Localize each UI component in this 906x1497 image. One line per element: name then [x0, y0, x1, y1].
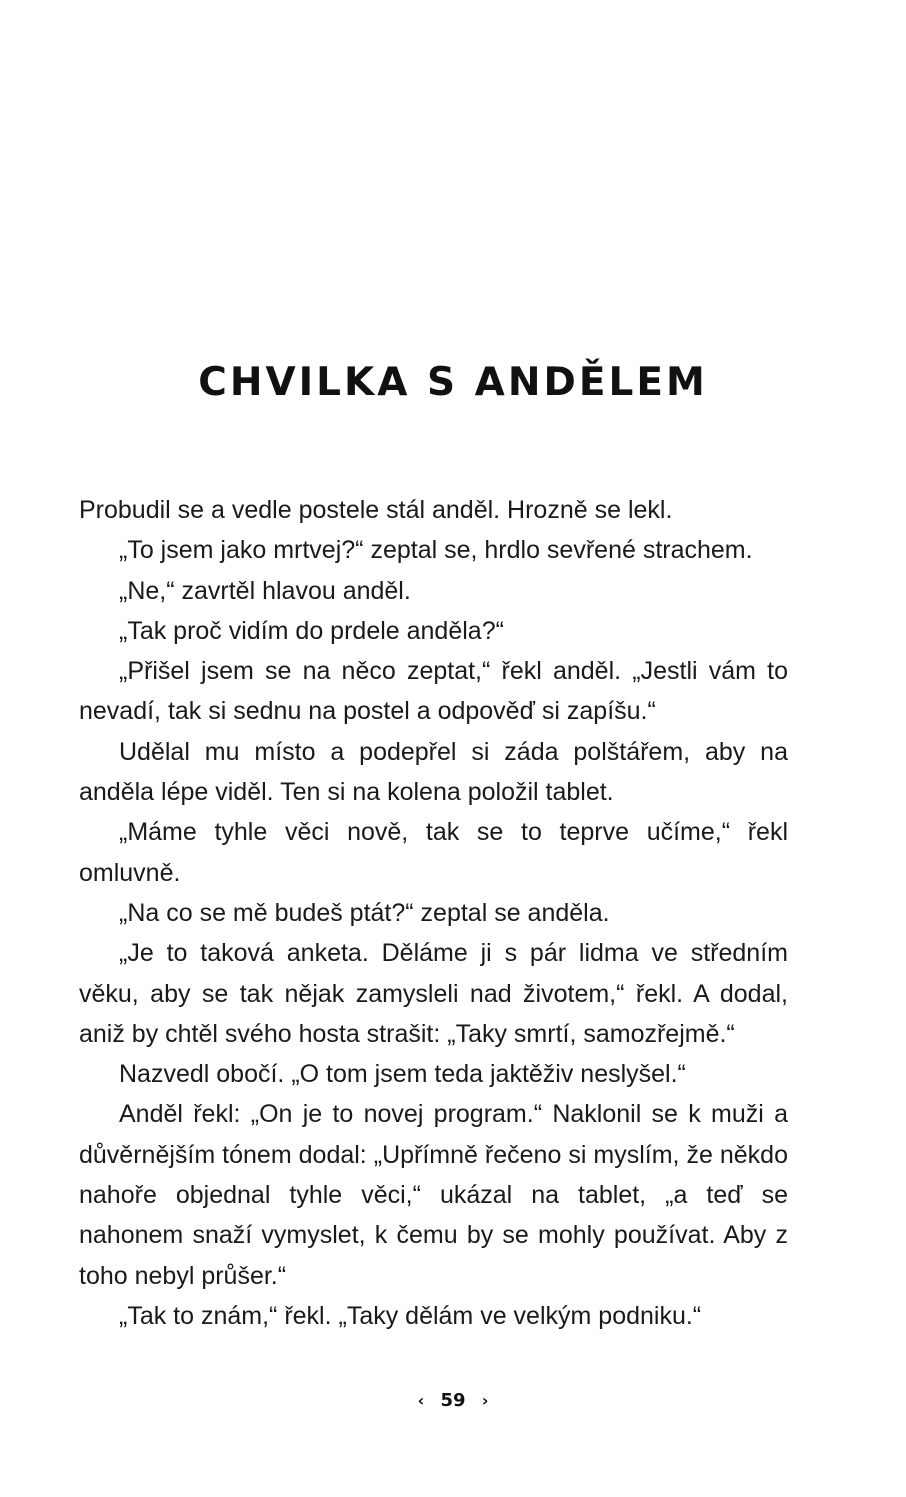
paragraph: „Je to taková anketa. Děláme ji s pár lidma ve středním věku, aby se tak nějak zamysleli nad životem,“ řekl. A dodal, aniž by chtěl svého hosta strašit: „Taky smrtí, samozřejmě.“: [79, 939, 788, 1048]
page-number: 59: [440, 1390, 466, 1411]
paragraph: „Přišel jsem se na něco zeptat,“ řekl anděl. „Jestli vám to nevadí, tak si sednu na postel a odpověď si zapíšu.“: [79, 657, 788, 726]
folio-left-mark: ‹: [417, 1391, 425, 1410]
paragraph: Nazvedl obočí. „O tom jsem teda jaktěživ neslyšel.“: [119, 1060, 686, 1089]
paragraph: „To jsem jako mrtvej?“ zeptal se, hrdlo sevřené strachem.: [119, 536, 753, 565]
paragraph: „Ne,“ zavrtěl hlavou anděl.: [119, 576, 411, 605]
chapter-title: CHVILKA S ANDĚLEM: [198, 360, 708, 405]
paragraph: „Máme tyhle věci nově, tak se to teprve učíme,“ řekl omluvně.: [79, 818, 788, 887]
paragraph: „Tak to znám,“ řekl. „Taky dělám ve velkým podniku.“: [119, 1301, 702, 1330]
page-folio: [0, 1389, 906, 1413]
paragraph: Probudil se a vedle postele stál anděl. Hrozně se lekl.: [79, 496, 673, 524]
paragraph: Udělal mu místo a podepřel si záda polštářem, aby na anděla lépe viděl. Ten si na kolena položil tablet.: [79, 737, 788, 807]
body-text: [79, 490, 788, 1336]
paragraph: „Tak proč vidím do prdele anděla?“: [119, 616, 504, 645]
folio-right-mark: ›: [481, 1391, 489, 1410]
paragraph: Anděl řekl: „On je to novej program.“ Naklonil se k muži a důvěrnějším tónem dodal: „Upřímně řečeno si myslím, že někdo nahoře objednal tyhle věci,“ ukázal na tablet, „a teď se nahonem snaží vymyslet, k čemu by se mohly používat. Aby z toho nebyl průšer.“: [79, 1100, 788, 1290]
paragraph: „Na co se mě budeš ptát?“ zeptal se anděla.: [119, 898, 610, 927]
